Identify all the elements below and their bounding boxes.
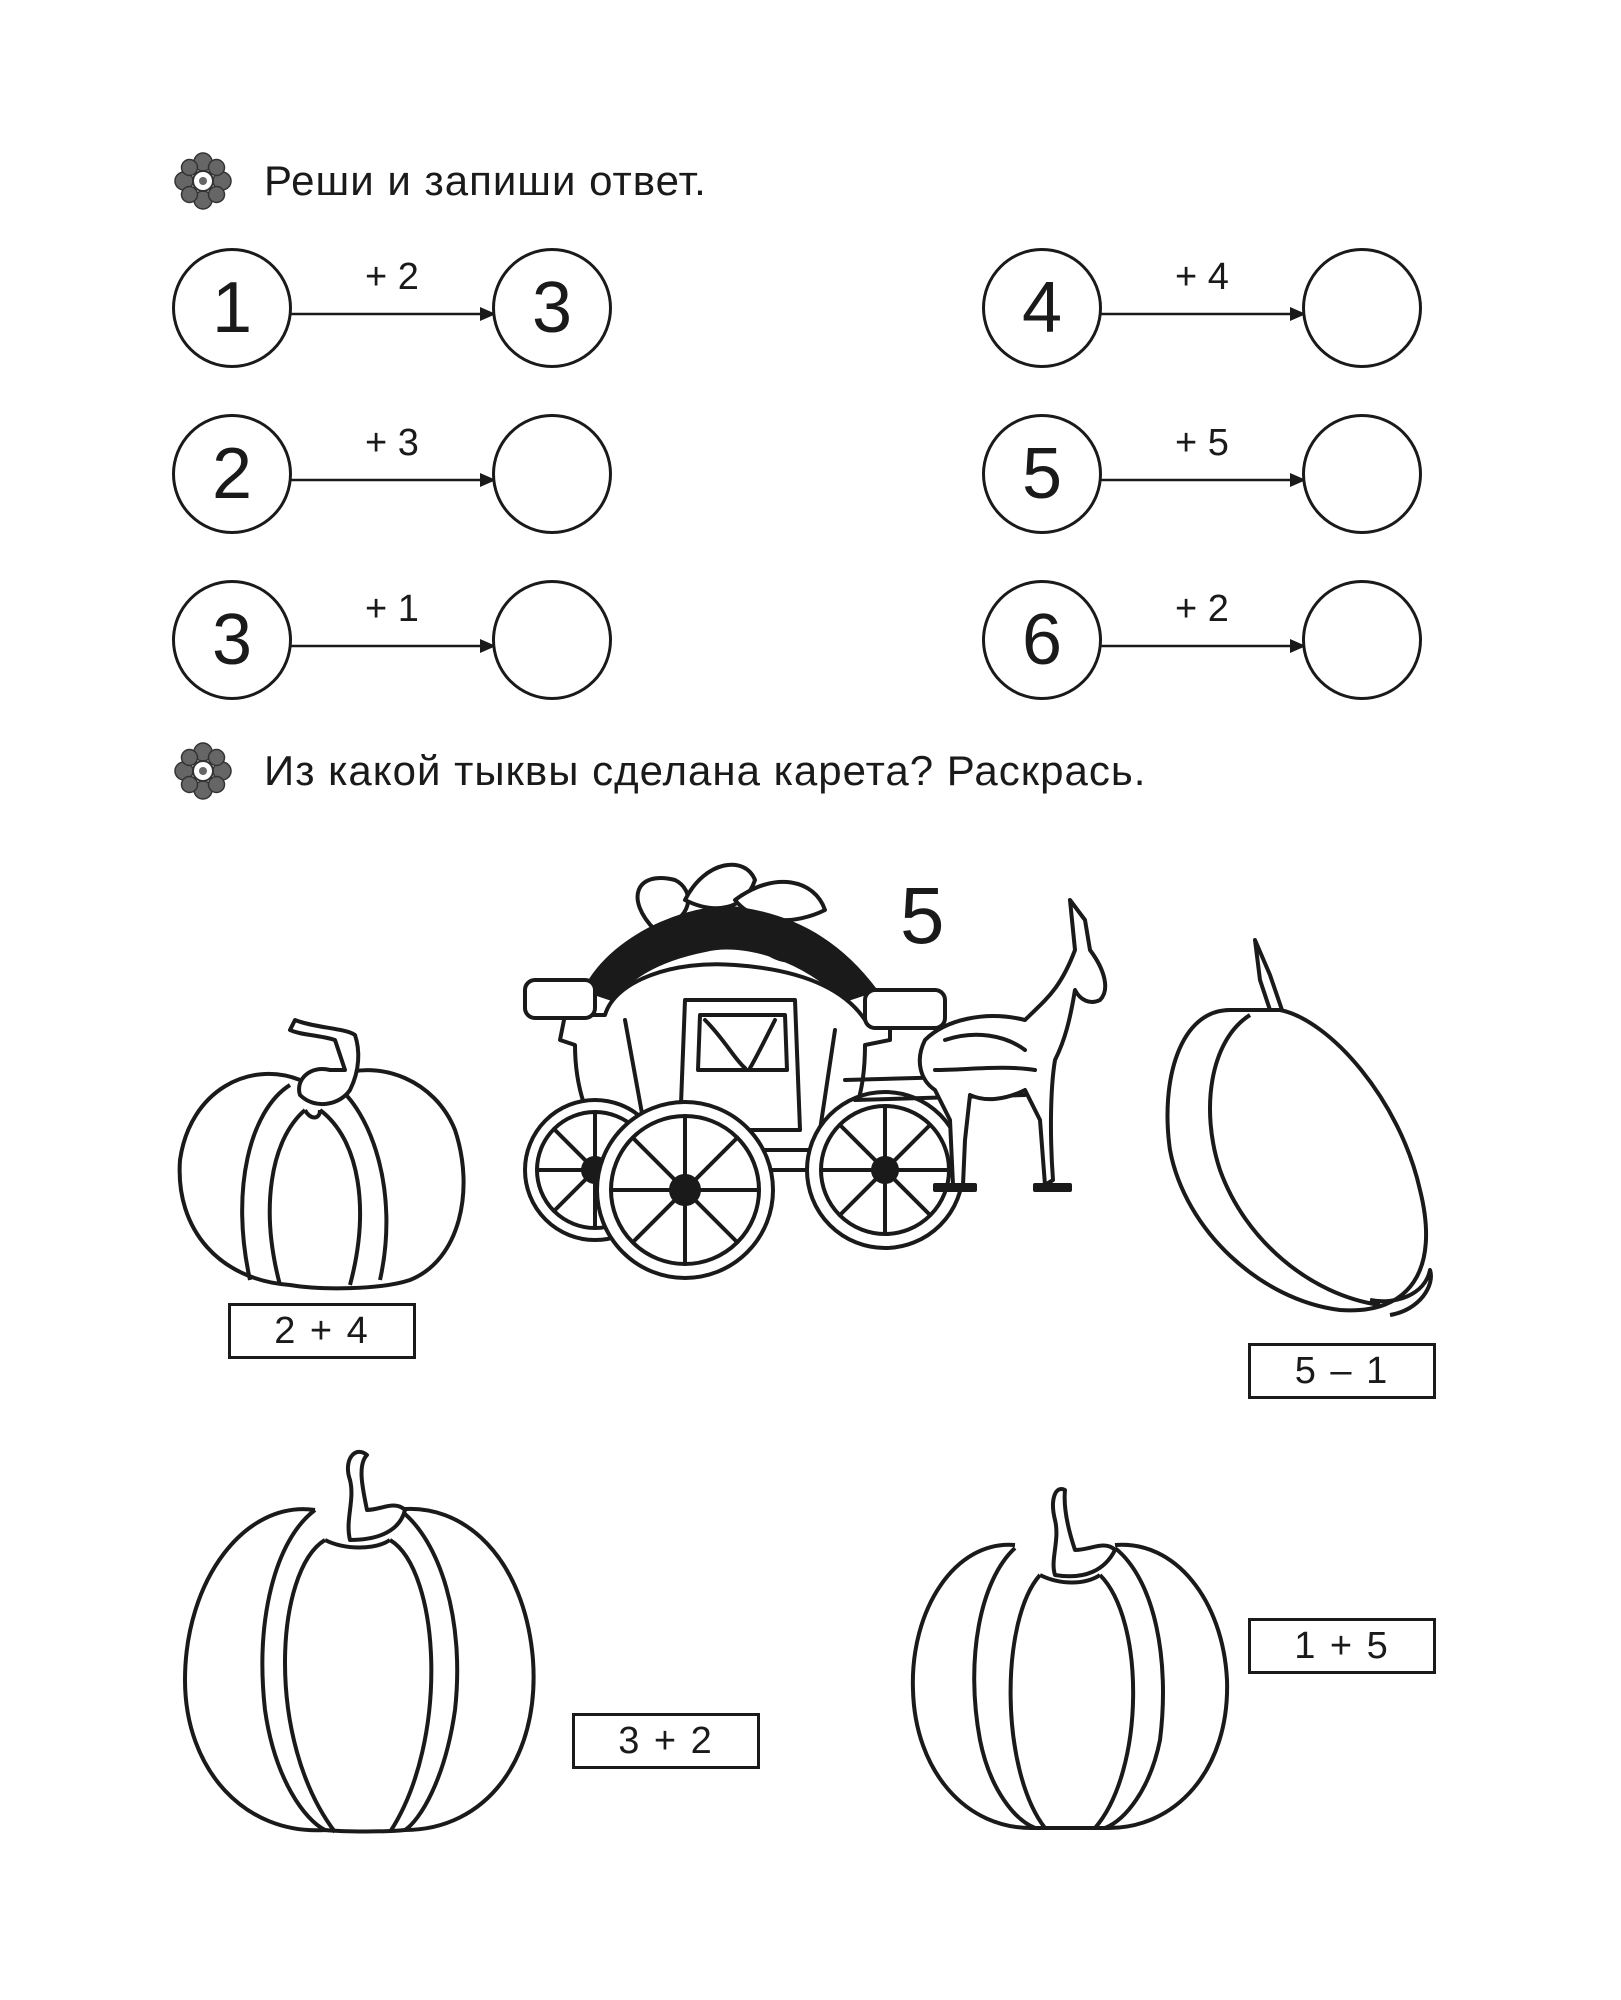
pumpkin-3-expression: 3 + 2: [572, 1713, 760, 1769]
task2-instruction: [172, 740, 1146, 802]
target-number: 5: [900, 871, 945, 960]
operation-label: + 4: [1175, 256, 1229, 298]
operation-label: + 5: [1175, 422, 1229, 464]
task1-instruction: [172, 150, 707, 212]
flower-icon: [172, 740, 234, 802]
arrow-icon: [290, 638, 496, 654]
task2-instruction-text: Из какой тыквы сделана карета? Раскрась.: [264, 747, 1147, 794]
start-number-circle: 3: [172, 580, 292, 700]
start-number-circle: 6: [982, 580, 1102, 700]
chain-row-1: [172, 248, 652, 378]
start-number-circle: 4: [982, 248, 1102, 368]
arrow-icon: [290, 472, 496, 488]
operation-label: + 2: [365, 256, 419, 298]
pumpkin-2-expression: 5 – 1: [1248, 1343, 1436, 1399]
operation-label: + 1: [365, 588, 419, 630]
arrow-icon: [1100, 306, 1306, 322]
answer-circle[interactable]: 3: [492, 248, 612, 368]
pumpkin-2[interactable]: [1150, 940, 1450, 1340]
answer-circle[interactable]: [492, 580, 612, 700]
chain-row-4: [982, 248, 1462, 378]
chain-row-2: [172, 414, 652, 544]
pumpkin-3[interactable]: [175, 1440, 545, 1840]
start-number-circle: 2: [172, 414, 292, 534]
pumpkin-1-expression: 2 + 4: [228, 1303, 416, 1359]
pumpkin-1[interactable]: [170, 1010, 470, 1300]
start-number-circle: 5: [982, 414, 1102, 534]
answer-circle[interactable]: [1302, 248, 1422, 368]
arrow-icon: [1100, 638, 1306, 654]
chain-row-6: [982, 580, 1462, 710]
operation-label: + 2: [1175, 588, 1229, 630]
flower-icon: [172, 150, 234, 212]
operation-label: + 3: [365, 422, 419, 464]
arrow-icon: [1100, 472, 1306, 488]
start-number-circle: 1: [172, 248, 292, 368]
answer-circle[interactable]: [492, 414, 612, 534]
pumpkin-4-expression: 1 + 5: [1248, 1618, 1436, 1674]
chain-row-5: [982, 414, 1462, 544]
arrow-icon: [290, 306, 496, 322]
pumpkin-4[interactable]: [905, 1480, 1235, 1840]
answer-circle[interactable]: [1302, 580, 1422, 700]
carriage-illustration: [505, 840, 1125, 1280]
task1-instruction-text: Реши и запиши ответ.: [264, 157, 707, 204]
answer-circle[interactable]: [1302, 414, 1422, 534]
chain-row-3: [172, 580, 652, 710]
